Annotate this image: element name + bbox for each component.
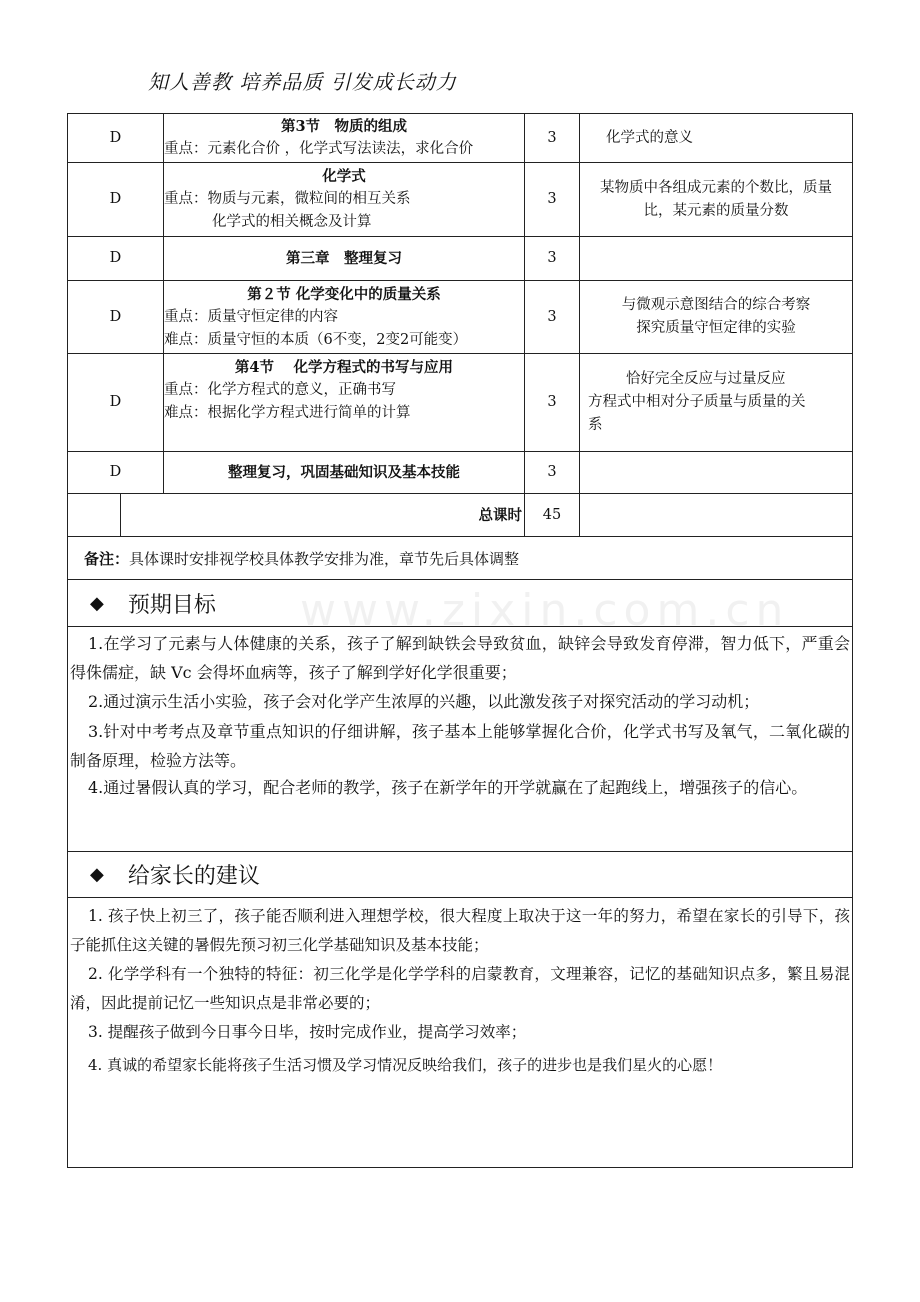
goals-bottom-border [68, 828, 852, 852]
notes-cell [580, 163, 852, 236]
notes-line: 化学式的意义 [606, 129, 693, 146]
advice-title: 给家长的建议 [127, 864, 260, 889]
diamond-bullet-icon: ◆ [90, 592, 104, 614]
remark-text: 具体课时安排视学校具体教学安排为准，章节先后具体调整 [129, 549, 520, 568]
topic-line: 整理复习，巩固基础知识及基本技能 [228, 464, 460, 481]
topic-line: 第4节 化学方程式的书写与应用 [234, 359, 454, 376]
level-cell: D [68, 354, 164, 451]
lesson-plan-sheet [67, 113, 853, 1168]
diamond-bullet-icon: ◆ [90, 864, 104, 885]
table-row [68, 281, 852, 354]
topic-cell [164, 114, 525, 162]
topic-cell [164, 281, 525, 353]
topic-line: 重点：质量守恒定律的内容 [164, 308, 338, 325]
advice-item: 1. 孩子快上初三了，孩子能否顺利进入理想学校，很大程度上取决于这一年的努力，希望在家长的引导下，孩子能抓住这关键的暑假先预习初三化学基础知识及基本技能； [70, 907, 850, 954]
remark-label: 备注： [84, 549, 130, 568]
hours-cell: 3 [525, 354, 580, 451]
topic-line: 第3节 物质的组成 [280, 118, 408, 135]
goals-title-row [68, 580, 852, 627]
table-row [68, 114, 852, 163]
topic-line: 化学式 [322, 168, 366, 185]
topic-line: 第三章 整理复习 [286, 250, 402, 267]
advice-item: 4. 真诚的希望家长能将孩子生活习惯及学习情况反映给我们，孩子的进步也是我们星火的心愿！ [88, 1056, 723, 1074]
total-label-cell [121, 494, 525, 536]
goals-title: 预期目标 [127, 592, 216, 618]
topic-cell [164, 237, 525, 280]
goals-item: 3.针对中考考点及章节重点知识的仔细讲解，孩子基本上能够掌握化合价，化学式书写及氧气，二氧化碳的制备原理，检验方法等。 [70, 722, 850, 770]
table-row [68, 354, 852, 452]
advice-item: 3. 提醒孩子做到今日事今日毕，按时完成作业，提高学习效率； [88, 1023, 527, 1041]
topic-line: 化学式的相关概念及计算 [212, 214, 372, 230]
table-row [68, 163, 852, 237]
advice-item: 2. 化学学科有一个独特的特征：初三化学是化学学科的启蒙教育，文理兼容，记忆的基础知识点多，繁且易混淆，因此提前记忆一些知识点是非常必要的； [70, 965, 850, 1012]
hours-cell: 3 [525, 452, 580, 493]
total-label: 总课时 [478, 506, 522, 524]
notes-line: 某物质中各组成元素的个数比，质量 [600, 179, 832, 196]
level-cell: D [68, 281, 164, 353]
watermark: www.zixin.com.cn [300, 585, 790, 636]
goals-item: 1.在学习了元素与人体健康的关系，孩子了解到缺铁会导致贫血，缺锌会导致发育停滞，智力低下，严重会得侏儒症，缺 Vc 会得坏血病等，孩子了解到学好化学很重要； [70, 634, 850, 682]
goals-item: 2.通过演示生活小实验，孩子会对化学产生浓厚的兴趣，以此激发孩子对探究活动的学习动机； [88, 692, 760, 711]
table-row [68, 237, 852, 281]
advice-title-row [68, 852, 852, 898]
notes-line: 探究质量守恒定律的实验 [636, 320, 796, 336]
notes-line: 比，某元素的质量分数 [643, 202, 789, 219]
notes-line: 方程式中相对分子质量与质量的关 [588, 394, 806, 410]
header-motto: 知人善教 培养品质 引发成长动力 [148, 70, 457, 94]
notes-cell [580, 452, 852, 493]
topic-line: 难点：质量守恒的本质（6不变，2变2可能变） [164, 331, 468, 348]
hours-cell: 3 [525, 114, 580, 162]
level-cell: D [68, 452, 164, 493]
level-cell: D [68, 163, 164, 236]
goals-item: 4.通过暑假认真的学习，配合老师的教学，孩子在新学年的开学就赢在了起跑线上，增强孩子的信心。 [88, 778, 808, 797]
level-cell: D [68, 114, 164, 162]
total-row [68, 494, 852, 537]
notes-line: 恰好完全反应与过量反应 [626, 371, 786, 387]
hours-cell: 3 [525, 281, 580, 353]
table-row [68, 452, 852, 494]
hours-cell: 3 [525, 163, 580, 236]
topic-line: 重点：化学方程式的意义，正确书写 [164, 382, 396, 398]
hours-cell: 3 [525, 237, 580, 280]
notes-cell [580, 237, 852, 280]
topic-cell [164, 354, 525, 451]
topic-cell [164, 163, 525, 236]
notes-cell [580, 281, 852, 353]
level-cell: D [68, 237, 164, 280]
remark-row [68, 537, 852, 580]
total-value: 45 [525, 494, 580, 536]
total-spacer-cell [68, 494, 121, 536]
topic-line: 重点：物质与元素，微粒间的相互关系 [164, 191, 411, 207]
total-empty-cell [580, 494, 852, 536]
notes-cell [580, 114, 852, 162]
notes-line: 系 [588, 417, 603, 433]
topic-line: 第２节 化学变化中的质量关系 [247, 285, 441, 303]
topic-cell [164, 452, 525, 493]
topic-line: 难点：根据化学方程式进行简单的计算 [164, 405, 411, 421]
notes-cell [580, 354, 852, 451]
notes-line: 与微观示意图结合的综合考察 [621, 297, 811, 313]
topic-line: 重点：元素化合价 ，化学式写法读法，求化合价 [164, 141, 474, 157]
